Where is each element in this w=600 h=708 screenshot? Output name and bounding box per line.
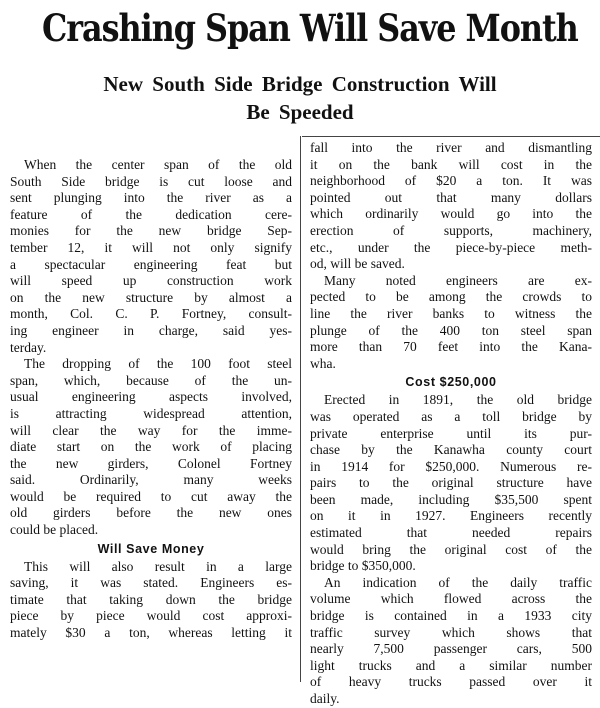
text-line: pairs to the original structure have	[310, 475, 592, 491]
text-line: nearly 7,500 passenger cars, 500	[310, 641, 592, 657]
text-line: traffic survey which shows that	[310, 624, 592, 640]
subheadline	[30, 70, 570, 126]
text-line: When the center span of the old	[24, 157, 292, 172]
text-line: was operated as a toll bridge by	[310, 408, 592, 424]
column-rule	[300, 136, 301, 682]
text-line: piece by piece would cost approxi-	[10, 608, 292, 624]
text-line: An indication of the daily traffic	[324, 574, 592, 590]
text-line: ing engineer in charge, said yes-	[10, 322, 292, 338]
text-line: span, which, because of the un-	[10, 372, 292, 388]
crosshead: Will Save Money	[97, 541, 205, 556]
text-line: bridge to $350,000.	[310, 558, 416, 574]
text-line: pected to be among the crowds to	[310, 289, 592, 305]
text-line: in 1914 for $250,000. Numerous re-	[310, 458, 592, 474]
text-line: on it in 1927. Engineers recently	[310, 508, 592, 524]
text-line: would be required to cut away the	[10, 488, 292, 504]
text-line: The dropping of the 100 foot steel	[24, 356, 292, 372]
subheadline-line-2: Be Speeded	[246, 100, 354, 124]
headline: Crashing Span Will Save Month	[42, 6, 578, 50]
subheadline-line-1: New South Side Bridge Construction Will	[103, 72, 497, 96]
text-line: mately $30 a ton, whereas letting it	[10, 625, 292, 641]
text-line: monies for the new bridge Sep-	[10, 223, 292, 239]
left-column	[10, 157, 292, 642]
text-line: plunge of the 400 ton steel span	[310, 322, 592, 338]
text-line: bridge is contained in a 1933 city	[310, 608, 592, 624]
text-line: etc., under the piece-by-piece meth-	[310, 239, 592, 255]
paragraph	[310, 273, 592, 373]
text-line: would bring the original cost of the	[310, 541, 592, 557]
text-line: tember 12, it will not only signify	[10, 239, 292, 255]
paragraph	[310, 392, 592, 575]
text-line: light trucks and a similar number	[310, 657, 592, 673]
text-line: erection of supports, machinery,	[310, 222, 592, 238]
text-line: timate that taking down the bridge	[10, 591, 292, 607]
right-column	[310, 140, 592, 708]
text-line: will clear the way for the imme-	[10, 422, 292, 438]
text-line: private enterprise until its pur-	[310, 425, 592, 441]
text-line: of heavy trucks passed over it	[310, 674, 592, 690]
text-line: it on the bank will cost in the	[310, 156, 592, 172]
text-line: line the river banks to witness the	[310, 305, 592, 321]
text-line: terday.	[10, 339, 47, 355]
text-line: South Side bridge is cut loose and	[10, 173, 292, 189]
text-line: This will also result in a large	[24, 558, 292, 574]
text-line: saving, it was stated. Engineers es-	[10, 575, 292, 591]
text-line: chase by the Kanawha county court	[310, 442, 592, 458]
paragraph	[10, 559, 292, 642]
top-cutoff-rule	[302, 136, 600, 137]
text-line: will speed up construction work	[10, 273, 292, 289]
text-line: on the new structure by almost a	[10, 289, 292, 305]
text-line: diate start on the work of placing	[10, 439, 292, 455]
text-line: Erected in 1891, the old bridge	[324, 392, 592, 408]
text-line: a spectacular engineering feat but	[10, 256, 292, 272]
paragraph	[310, 140, 592, 273]
text-line: said. Ordinarily, many weeks	[10, 472, 292, 488]
text-line: which ordinarily would go into the	[310, 206, 592, 222]
text-line: month, Col. C. P. Fortney, consult-	[10, 306, 292, 322]
text-line: fall into the river and dismantling	[310, 140, 592, 155]
text-line: feature of the dedication cere-	[10, 206, 292, 222]
text-line: sent plunging into the river as a	[10, 190, 292, 206]
text-line: been made, including $35,500 spent	[310, 491, 592, 507]
text-line: estimated that needed repairs	[310, 525, 592, 541]
text-line: od, will be saved.	[310, 256, 405, 272]
text-line: usual engineering aspects involved,	[10, 389, 292, 405]
paragraph	[10, 356, 292, 539]
paragraph	[10, 157, 292, 356]
crosshead: Cost $250,000	[405, 375, 497, 390]
text-line: the new girders, Colonel Fortney	[10, 455, 292, 471]
paragraph	[310, 575, 592, 708]
text-line: old girders before the new ones	[10, 505, 292, 521]
text-line: daily.	[310, 691, 340, 706]
text-line: could be placed.	[10, 522, 99, 538]
text-line: neighborhood of $20 a ton. It was	[310, 173, 592, 189]
text-line: Many noted engineers are ex-	[324, 272, 592, 288]
text-line: pointed out that many dollars	[310, 189, 592, 205]
text-line: wha.	[310, 355, 336, 371]
text-line: more than 70 feet into the Kana-	[310, 339, 592, 355]
text-line: is attracting widespread attention,	[10, 405, 292, 421]
text-line: volume which flowed across the	[310, 591, 592, 607]
